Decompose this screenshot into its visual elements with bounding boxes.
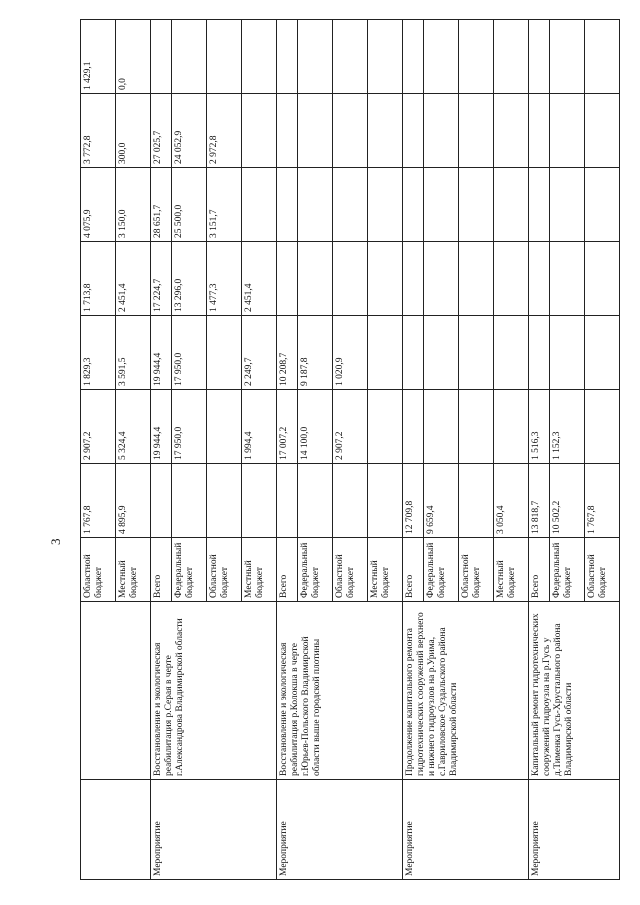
amount-cell xyxy=(493,168,528,242)
table-row xyxy=(151,20,172,880)
amount-cell xyxy=(423,390,458,464)
amount-cell xyxy=(297,242,332,316)
funding-source-cell: Областной бюджет xyxy=(206,538,241,602)
amount-cell: 13 296,0 xyxy=(171,242,206,316)
amount-cell: 1 767,8 xyxy=(81,464,116,538)
amount-cell: 1 713,8 xyxy=(81,242,116,316)
amount-cell xyxy=(151,20,172,94)
amount-cell xyxy=(549,168,584,242)
amount-cell xyxy=(529,168,550,242)
amount-cell xyxy=(584,390,619,464)
amount-cell xyxy=(206,316,241,390)
table-body xyxy=(81,20,620,880)
amount-cell: 3 151,7 xyxy=(206,168,241,242)
amount-cell: 28 651,7 xyxy=(151,168,172,242)
funding-source-cell: Федеральный бюджет xyxy=(297,538,332,602)
funding-source-cell: Всего xyxy=(277,538,298,602)
amount-cell xyxy=(297,464,332,538)
amount-cell: 0,0 xyxy=(116,20,151,94)
amount-cell xyxy=(277,464,298,538)
funding-source-cell: Всего xyxy=(403,538,424,602)
amount-cell: 9 659,4 xyxy=(423,464,458,538)
amount-cell: 1 152,3 xyxy=(549,390,584,464)
amount-cell xyxy=(368,464,403,538)
amount-cell xyxy=(549,316,584,390)
amount-cell: 2 451,4 xyxy=(242,242,277,316)
amount-cell xyxy=(242,464,277,538)
event-kind-cell: Мероприятие xyxy=(529,780,620,880)
amount-cell xyxy=(151,464,172,538)
amount-cell xyxy=(549,242,584,316)
funding-source-cell: Федеральный бюджет xyxy=(171,538,206,602)
amount-cell: 10 502,2 xyxy=(549,464,584,538)
funding-source-cell: Местный бюджет xyxy=(242,538,277,602)
amount-cell xyxy=(368,242,403,316)
amount-cell: 14 100,0 xyxy=(297,390,332,464)
amount-cell xyxy=(549,20,584,94)
amount-cell: 24 052,9 xyxy=(171,94,206,168)
funding-source-cell: Всего xyxy=(151,538,172,602)
amount-cell: 4 075,9 xyxy=(81,168,116,242)
amount-cell: 1 477,3 xyxy=(206,242,241,316)
amount-cell xyxy=(332,242,367,316)
amount-cell: 2 249,7 xyxy=(242,316,277,390)
amount-cell xyxy=(458,20,493,94)
amount-cell xyxy=(529,94,550,168)
amount-cell xyxy=(493,316,528,390)
amount-cell: 3 050,4 xyxy=(493,464,528,538)
amount-cell xyxy=(171,20,206,94)
amount-cell xyxy=(458,94,493,168)
amount-cell xyxy=(368,390,403,464)
event-description-cell: Восстановление и экологическая реабилитация р.Серая в черте г.Александрова Владимирской области xyxy=(151,602,277,780)
amount-cell: 1 829,3 xyxy=(81,316,116,390)
amount-cell xyxy=(529,20,550,94)
amount-cell xyxy=(206,20,241,94)
table-row xyxy=(277,20,298,880)
amount-cell: 4 895,9 xyxy=(116,464,151,538)
amount-cell: 17 950,0 xyxy=(171,390,206,464)
amount-cell: 25 500,0 xyxy=(171,168,206,242)
page-number: 3 xyxy=(48,538,63,545)
amount-cell xyxy=(332,168,367,242)
event-description-cell: Восстановление и экологическая реабилитация р.Колокша в черте г.Юрьев-Польского Владимирской области выше городской плотины xyxy=(277,602,403,780)
amount-cell xyxy=(332,94,367,168)
event-description-cell: Продолжение капитального ремонта гидротехнических сооружений верхнего и нижнего гидроузлов на р.Урима, с.Гавриловское Суздальского района Владимирской области xyxy=(403,602,529,780)
amount-cell xyxy=(403,94,424,168)
funding-source-cell: Местный бюджет xyxy=(116,538,151,602)
amount-cell: 1 767,8 xyxy=(584,464,619,538)
amount-cell: 1 994,4 xyxy=(242,390,277,464)
amount-cell xyxy=(368,94,403,168)
event-kind-cell xyxy=(81,780,151,880)
amount-cell xyxy=(277,94,298,168)
event-description-cell: Капитальный ремонт гидротехнических сооружений гидроузла на р.Гусь у д.Тименка Гусь-Хрустального района Владимирской области xyxy=(529,602,620,780)
amount-cell: 17 224,7 xyxy=(151,242,172,316)
amount-cell: 5 324,4 xyxy=(116,390,151,464)
amount-cell xyxy=(584,316,619,390)
table-row xyxy=(529,20,550,880)
funding-source-cell: Местный бюджет xyxy=(368,538,403,602)
amount-cell: 13 818,7 xyxy=(529,464,550,538)
amount-cell: 17 007,2 xyxy=(277,390,298,464)
amount-cell: 19 944,4 xyxy=(151,390,172,464)
amount-cell xyxy=(493,390,528,464)
amount-cell: 10 208,7 xyxy=(277,316,298,390)
amount-cell xyxy=(493,94,528,168)
amount-cell xyxy=(242,94,277,168)
amount-cell xyxy=(368,316,403,390)
amount-cell xyxy=(297,168,332,242)
amount-cell xyxy=(368,168,403,242)
amount-cell xyxy=(584,94,619,168)
amount-cell xyxy=(423,242,458,316)
amount-cell xyxy=(423,94,458,168)
amount-cell: 17 950,0 xyxy=(171,316,206,390)
amount-cell xyxy=(458,168,493,242)
table-row xyxy=(81,20,116,880)
event-description-cell xyxy=(81,602,151,780)
amount-cell: 19 944,4 xyxy=(151,316,172,390)
amount-cell xyxy=(423,20,458,94)
event-kind-cell: Мероприятие xyxy=(151,780,277,880)
event-kind-cell: Мероприятие xyxy=(403,780,529,880)
amount-cell xyxy=(549,94,584,168)
amount-cell xyxy=(206,464,241,538)
amount-cell: 2 972,8 xyxy=(206,94,241,168)
amount-cell xyxy=(584,242,619,316)
amount-cell xyxy=(493,20,528,94)
amount-cell xyxy=(403,20,424,94)
funding-source-cell: Местный бюджет xyxy=(493,538,528,602)
amount-cell xyxy=(529,242,550,316)
amount-cell: 1 516,3 xyxy=(529,390,550,464)
amount-cell: 3 150,0 xyxy=(116,168,151,242)
funding-source-cell: Областной бюджет xyxy=(584,538,619,602)
budget-table xyxy=(80,19,620,880)
amount-cell: 1 429,1 xyxy=(81,20,116,94)
amount-cell: 2 907,2 xyxy=(332,390,367,464)
amount-cell xyxy=(458,316,493,390)
funding-source-cell: Всего xyxy=(529,538,550,602)
amount-cell xyxy=(171,464,206,538)
amount-cell xyxy=(277,242,298,316)
amount-cell: 300,0 xyxy=(116,94,151,168)
amount-cell: 12 709,8 xyxy=(403,464,424,538)
amount-cell xyxy=(277,20,298,94)
amount-cell xyxy=(297,94,332,168)
amount-cell: 2 907,2 xyxy=(81,390,116,464)
amount-cell xyxy=(423,168,458,242)
amount-cell xyxy=(423,316,458,390)
amount-cell xyxy=(458,390,493,464)
table-row xyxy=(403,20,424,880)
amount-cell xyxy=(403,168,424,242)
event-kind-cell: Мероприятие xyxy=(277,780,403,880)
amount-cell xyxy=(206,390,241,464)
amount-cell: 3 772,8 xyxy=(81,94,116,168)
rotated-table-wrapper xyxy=(80,20,620,880)
amount-cell xyxy=(332,20,367,94)
amount-cell: 27 025,7 xyxy=(151,94,172,168)
amount-cell xyxy=(403,242,424,316)
amount-cell: 1 020,9 xyxy=(332,316,367,390)
amount-cell: 9 187,8 xyxy=(297,316,332,390)
amount-cell xyxy=(529,316,550,390)
amount-cell xyxy=(297,20,332,94)
funding-source-cell: Федеральный бюджет xyxy=(423,538,458,602)
funding-source-cell: Областной бюджет xyxy=(332,538,367,602)
amount-cell xyxy=(458,242,493,316)
amount-cell xyxy=(493,242,528,316)
amount-cell xyxy=(277,168,298,242)
amount-cell: 2 451,4 xyxy=(116,242,151,316)
amount-cell xyxy=(584,168,619,242)
funding-source-cell: Областной бюджет xyxy=(81,538,116,602)
amount-cell xyxy=(403,316,424,390)
amount-cell xyxy=(403,390,424,464)
funding-source-cell: Федеральный бюджет xyxy=(549,538,584,602)
amount-cell: 3 591,5 xyxy=(116,316,151,390)
funding-source-cell: Областной бюджет xyxy=(458,538,493,602)
amount-cell xyxy=(242,168,277,242)
amount-cell xyxy=(332,464,367,538)
amount-cell xyxy=(584,20,619,94)
amount-cell xyxy=(458,464,493,538)
amount-cell xyxy=(242,20,277,94)
amount-cell xyxy=(368,20,403,94)
